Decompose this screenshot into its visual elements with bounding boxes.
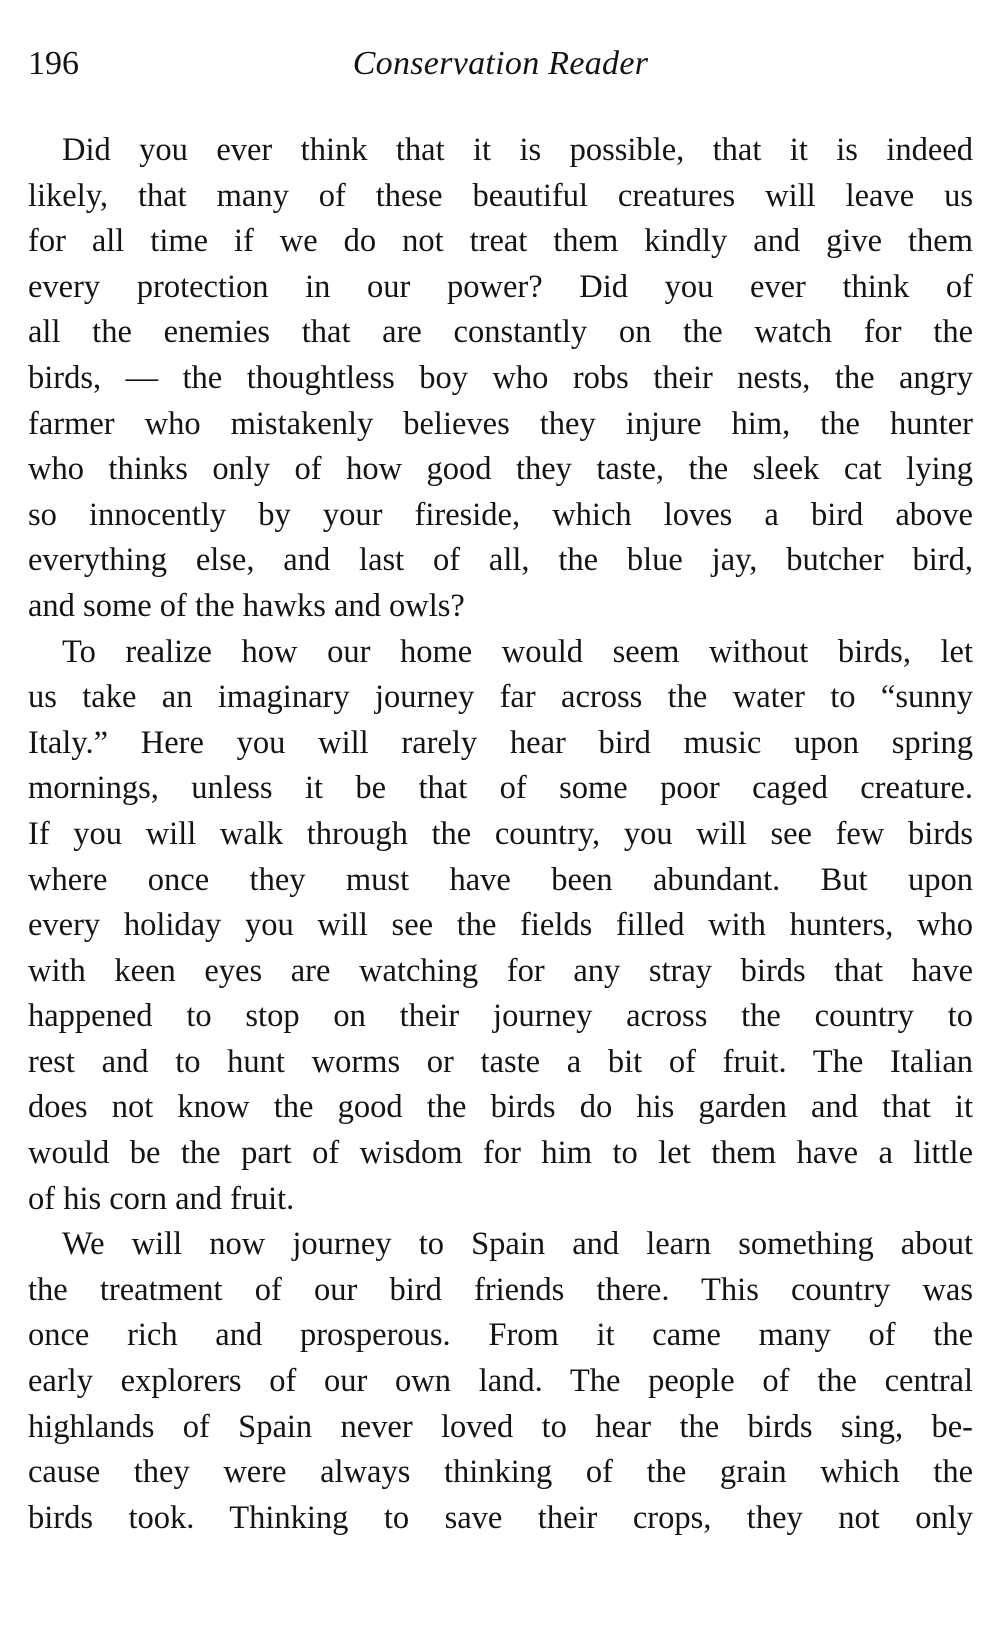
- book-page: [28, 0, 973, 1632]
- text-line: We will now journey to Spain and learn something about: [62, 1226, 973, 1263]
- text-line: every holiday you will see the fields filled with hunters, who: [28, 907, 973, 944]
- text-line: birds, — the thoughtless boy who robs their nests, the angry: [28, 359, 973, 396]
- text-line: Italy.” Here you will rarely hear bird music upon spring: [28, 724, 973, 761]
- text-line: mornings, unless it be that of some poor caged creature.: [28, 770, 973, 807]
- text-line: every protection in our power? Did you ever think of: [28, 268, 973, 305]
- paragraph-3: [28, 1222, 973, 1541]
- text-line: would be the part of wisdom for him to let them have a little: [28, 1135, 973, 1172]
- text-line: If you will walk through the country, you will see few birds: [28, 815, 973, 852]
- text-line: once rich and prosperous. From it came many of the: [28, 1317, 973, 1354]
- text-line: of his corn and fruit.: [28, 1180, 295, 1217]
- text-line: farmer who mistakenly believes they injure him, the hunter: [28, 405, 973, 442]
- text-line: To realize how our home would seem without birds, let: [62, 633, 973, 670]
- text-line: happened to stop on their journey across the country to: [28, 998, 973, 1035]
- text-line: with keen eyes are watching for any stray birds that have: [28, 952, 973, 989]
- text-line: and some of the hawks and owls?: [28, 587, 465, 624]
- text-line: does not know the good the birds do his garden and that it: [28, 1089, 973, 1126]
- text-line: rest and to hunt worms or taste a bit of fruit. The Italian: [28, 1043, 973, 1080]
- text-line: early explorers of our own land. The people of the central: [28, 1363, 973, 1400]
- text-line: highlands of Spain never loved to hear the birds sing, be-: [28, 1408, 973, 1445]
- text-line: where once they must have been abundant. But upon: [28, 861, 973, 898]
- text-line: so innocently by your fireside, which loves a bird above: [28, 496, 973, 533]
- text-line: likely, that many of these beautiful creatures will leave us: [28, 177, 973, 214]
- running-title: Conservation Reader: [352, 45, 649, 82]
- text-line: cause they were always thinking of the grain which the: [28, 1454, 973, 1491]
- text-line: for all time if we do not treat them kindly and give them: [28, 223, 973, 260]
- text-line: birds took. Thinking to save their crops, they not only: [28, 1499, 973, 1536]
- text-line: all the enemies that are constantly on the watch for the: [28, 314, 973, 351]
- text-line: who thinks only of how good they taste, the sleek cat lying: [28, 451, 973, 488]
- body-text: [28, 128, 973, 1541]
- paragraph-1: [28, 128, 973, 630]
- page-header: [28, 0, 973, 92]
- text-line: the treatment of our bird friends there. This country was: [28, 1271, 973, 1308]
- text-line: Did you ever think that it is possible, that it is indeed: [62, 132, 973, 168]
- text-line: everything else, and last of all, the blue jay, butcher bird,: [28, 542, 973, 579]
- text-line: us take an imaginary journey far across the water to “sunny: [28, 679, 973, 716]
- paragraph-2: [28, 630, 973, 1223]
- page-number: 196: [28, 45, 79, 82]
